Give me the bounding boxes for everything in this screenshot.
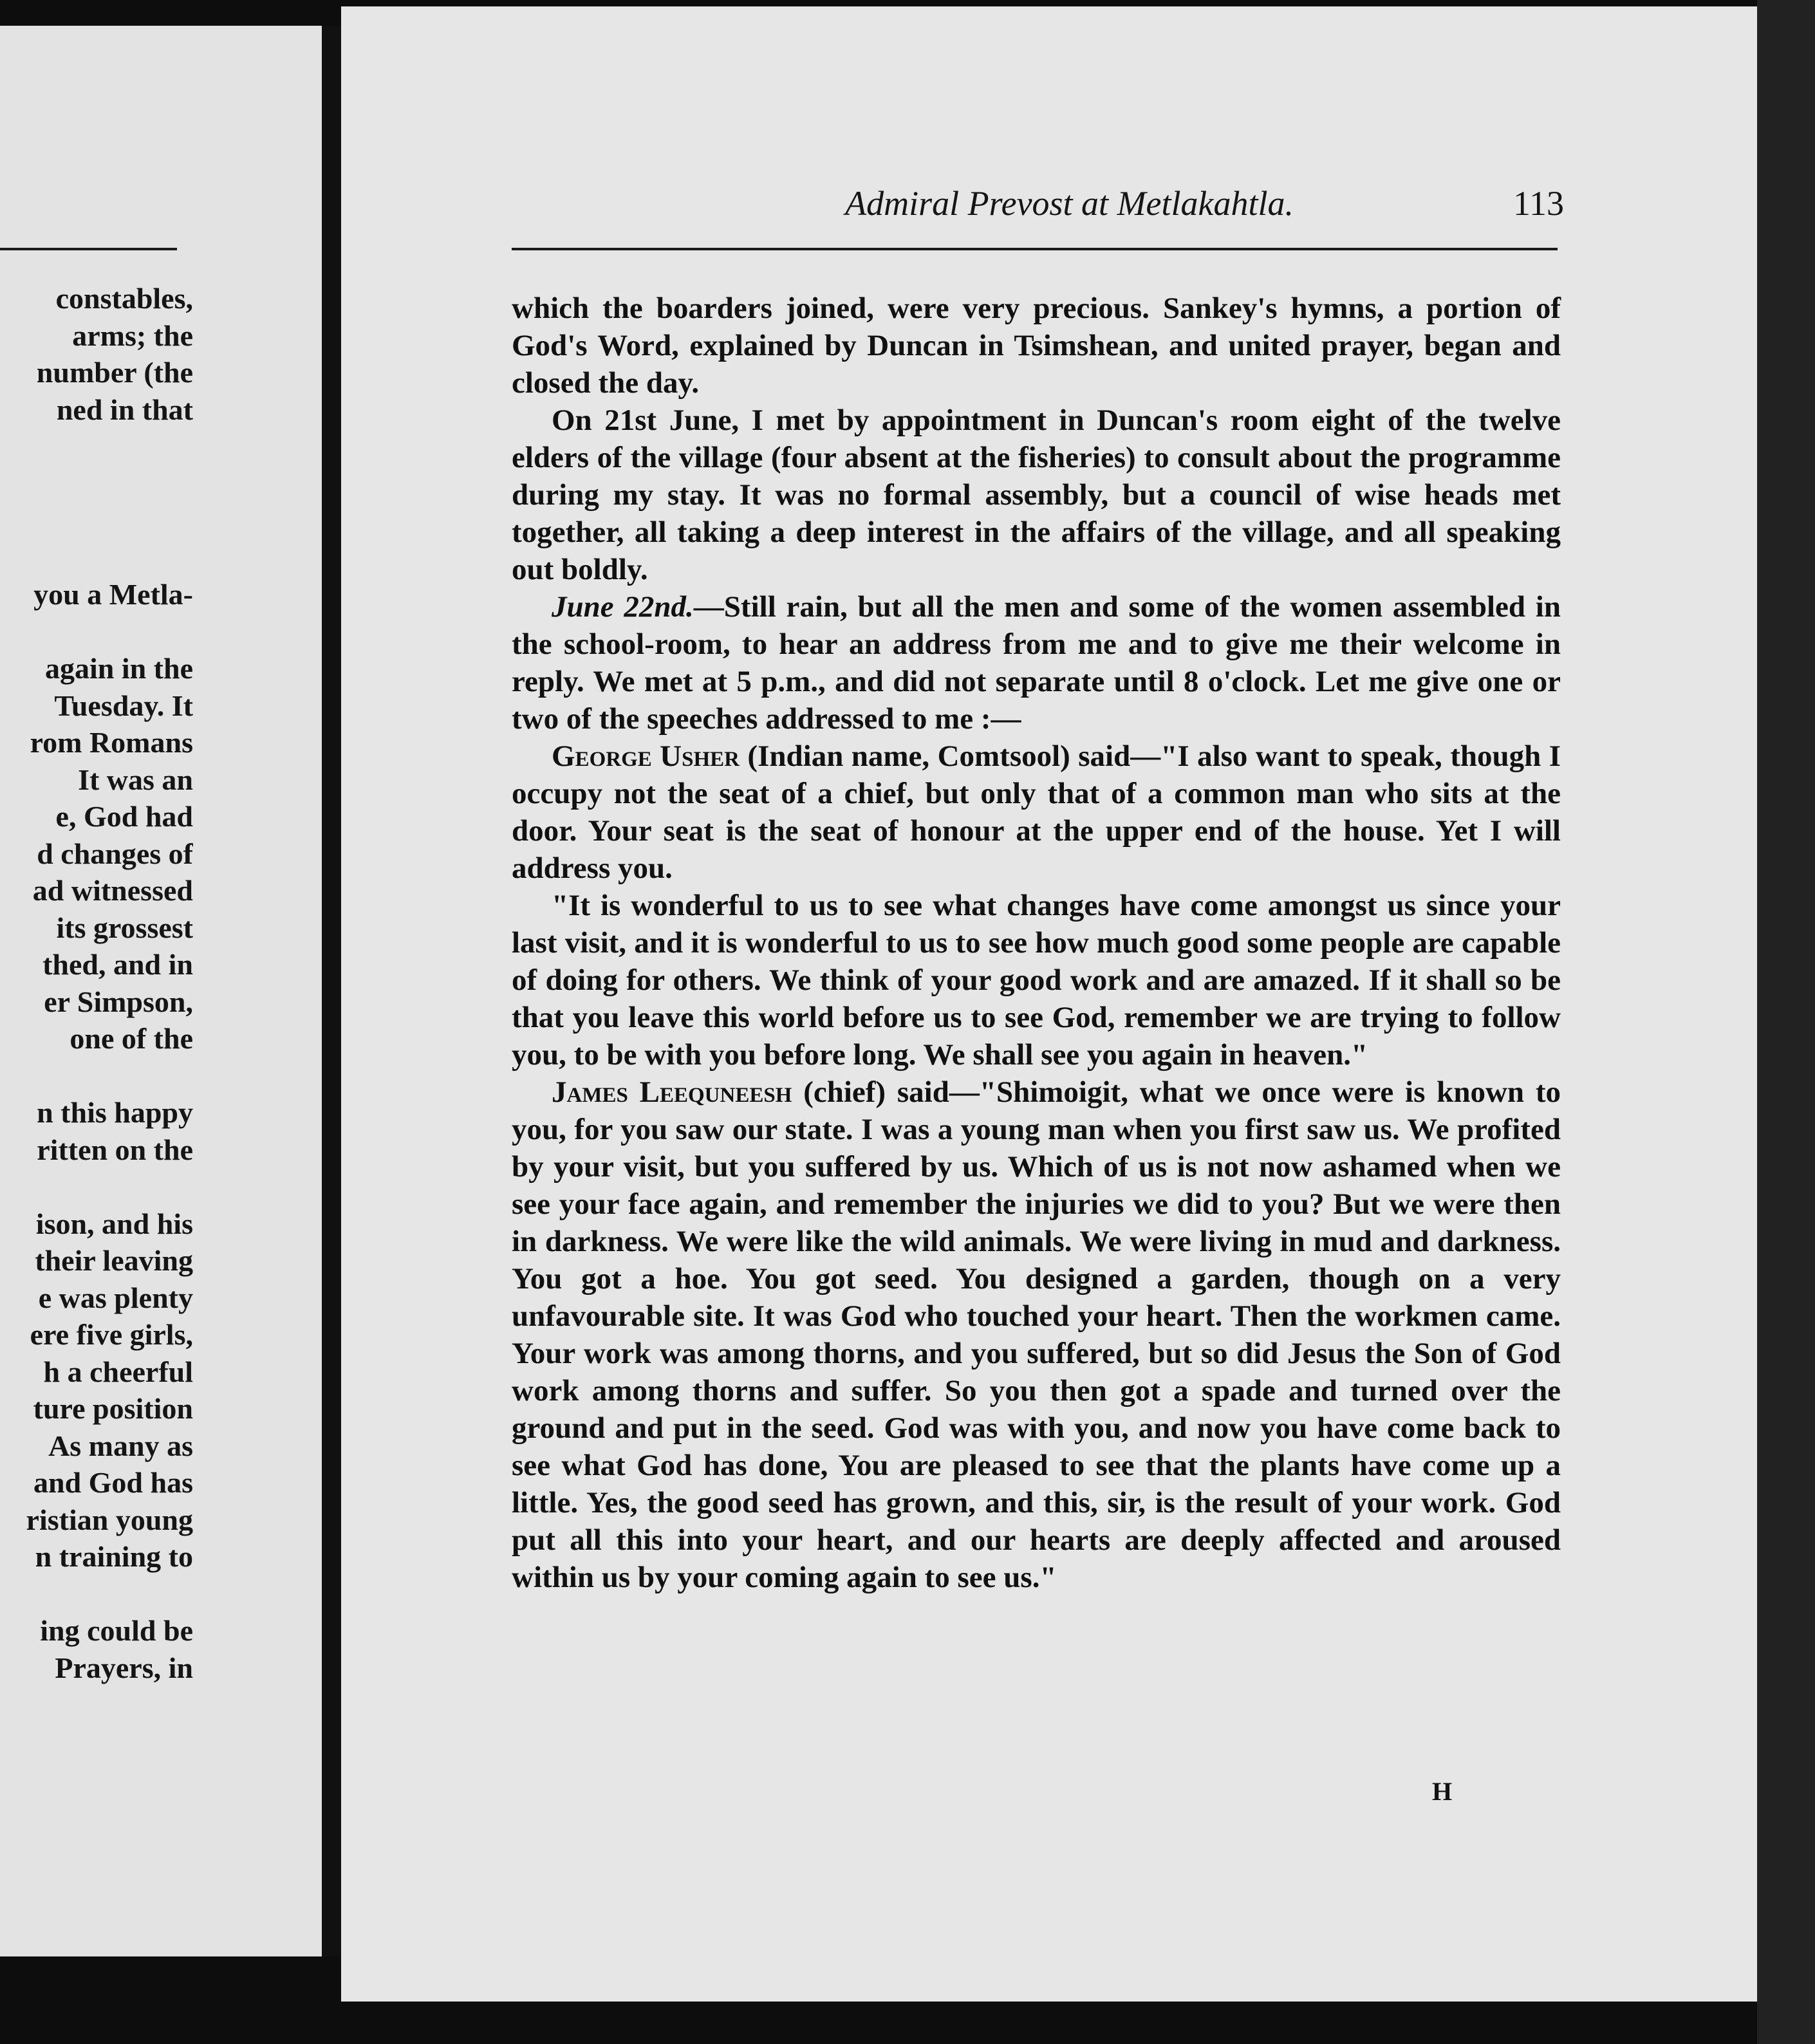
left-page-line: rom Romans — [30, 726, 193, 759]
left-page-line — [0, 428, 193, 465]
book-gutter — [322, 26, 341, 1956]
left-page-line: and God has — [33, 1466, 193, 1499]
left-page-line: its grossest — [56, 911, 193, 944]
page-number: 113 — [1513, 184, 1564, 223]
left-page-line: arms; the — [72, 319, 193, 352]
paragraph-6-text: (chief) said—"Shimoigit, what we once were is known to you, for you saw our state. I was a young man when you first saw us. We profited by your visit, but you suffered by us. Which of us is not now ashamed when we see your face again, and remember the injuries we did to you? But we were then in darkness. We were like the wild animals. We were living in mud and darkness. You got a hoe. You got seed. You designed a garden, though on a very unfavourable site. It was God who touched your heart. Then the workmen came. Your work was among thorns, and you suffered, but so did Jesus the Son of God work among thorns and suffer. So you then got a spade and turned over the ground and put in the seed. God was with you, and now you have come back to see what God has done, You are pleased to see that the plants have come up a little. Yes, the good seed has grown, and this, sir, is the result of your work. God put all this into your heart, and our hearts are deeply affected and aroused within us by your coming again to see us." — [512, 1075, 1561, 1594]
left-page-line — [0, 613, 193, 651]
left-page-line: n training to — [35, 1540, 193, 1573]
left-page-line: ristian young — [26, 1503, 193, 1536]
left-page-line: ture position — [33, 1392, 193, 1425]
left-page-line: you a Metla- — [33, 578, 193, 611]
left-page-line: Tuesday. It — [54, 689, 193, 722]
left-page-line: e, God had — [55, 800, 193, 833]
paragraph-4-text: (Indian name, Comtsool) said—"I also want to speak, though I occupy not the seat of a chief, but only that of a common man who sits at the door. Your seat is the seat of honour at the upper end of the house. Yet I will address you. — [512, 739, 1561, 885]
signature-mark: H — [1432, 1777, 1453, 1806]
left-page-line — [0, 502, 193, 539]
left-page-line: er Simpson, — [44, 985, 193, 1018]
paragraph-1: which the boarders joined, were very precious. Sankey's hymns, a portion of God's Word, explained by Duncan in Tsimshean, and united prayer, began and closed the day. — [512, 292, 1561, 400]
date-heading: June 22nd. — [552, 590, 694, 624]
page-header — [438, 183, 1564, 235]
left-page-line: ison, and his — [35, 1207, 193, 1240]
paragraph-3 — [512, 588, 1561, 738]
left-page-line: It was an — [78, 763, 193, 796]
left-page-line — [0, 1575, 193, 1613]
left-page-line: number (the — [36, 356, 193, 389]
left-page-line: their leaving — [35, 1244, 193, 1277]
paragraph-4 — [512, 738, 1561, 887]
speaker-name: George Usher — [552, 739, 740, 773]
left-page-line — [0, 1168, 193, 1205]
left-page-line: one of the — [70, 1022, 193, 1055]
left-page-line: ere five girls, — [30, 1318, 193, 1351]
speaker-name: James Leequneesh — [552, 1075, 792, 1109]
page-body — [512, 290, 1561, 1596]
left-page-line: thed, and in — [42, 948, 193, 981]
left-page-line: again in the — [44, 652, 193, 685]
running-title: Admiral Prevost at Metlakahtla. — [845, 184, 1294, 223]
left-page-text — [0, 280, 193, 1686]
page-edge — [1757, 0, 1815, 2044]
left-page-fragment — [0, 26, 322, 1956]
left-page-line — [0, 1057, 193, 1095]
left-page-line: n this happy — [37, 1096, 193, 1129]
left-page-line: constables, — [55, 282, 193, 315]
left-page-line: h a cheerful — [43, 1355, 193, 1388]
left-page-line — [0, 539, 193, 577]
paragraph-2: On 21st June, I met by appointment in Duncan's room eight of the twelve elders of the village (four absent at the fisheries) to consult about the programme during my stay. It was no formal assembly, but a council of wise heads met together, all taking a deep interest in the affairs of the village, and all speaking out boldly. — [512, 404, 1561, 586]
left-page-line: e was plenty — [38, 1281, 193, 1314]
left-page-header-rule — [0, 248, 177, 250]
paragraph-6 — [512, 1073, 1561, 1596]
header-rule — [512, 248, 1558, 250]
left-page-line: d changes of — [37, 837, 193, 870]
left-page-line: ned in that — [56, 393, 193, 426]
left-page-line: ad witnessed — [32, 874, 193, 907]
left-page-line: ing could be — [40, 1614, 193, 1647]
left-page-line — [0, 465, 193, 503]
left-page-line: As many as — [48, 1429, 193, 1462]
left-page-line: Prayers, in — [55, 1651, 193, 1684]
left-page-line: ritten on the — [37, 1133, 193, 1166]
paragraph-3-text: —Still rain, but all the men and some of the women assembled in the school-room, to hear an address from me and to give me their welcome in reply. We met at 5 p.m., and did not separate until 8 o'clock. Let me give one or two of the speeches addressed to me :— — [512, 590, 1561, 736]
paragraph-5: "It is wonderful to us to see what changes have come amongst us since your last visit, and it is wonderful to us to see how much good some people are capable of doing for others. We think of your good work and are amazed. If it shall so be that you leave this world before us to see God, remember we are trying to follow you, to be with you before long. We shall see you again in heaven." — [512, 889, 1561, 1072]
